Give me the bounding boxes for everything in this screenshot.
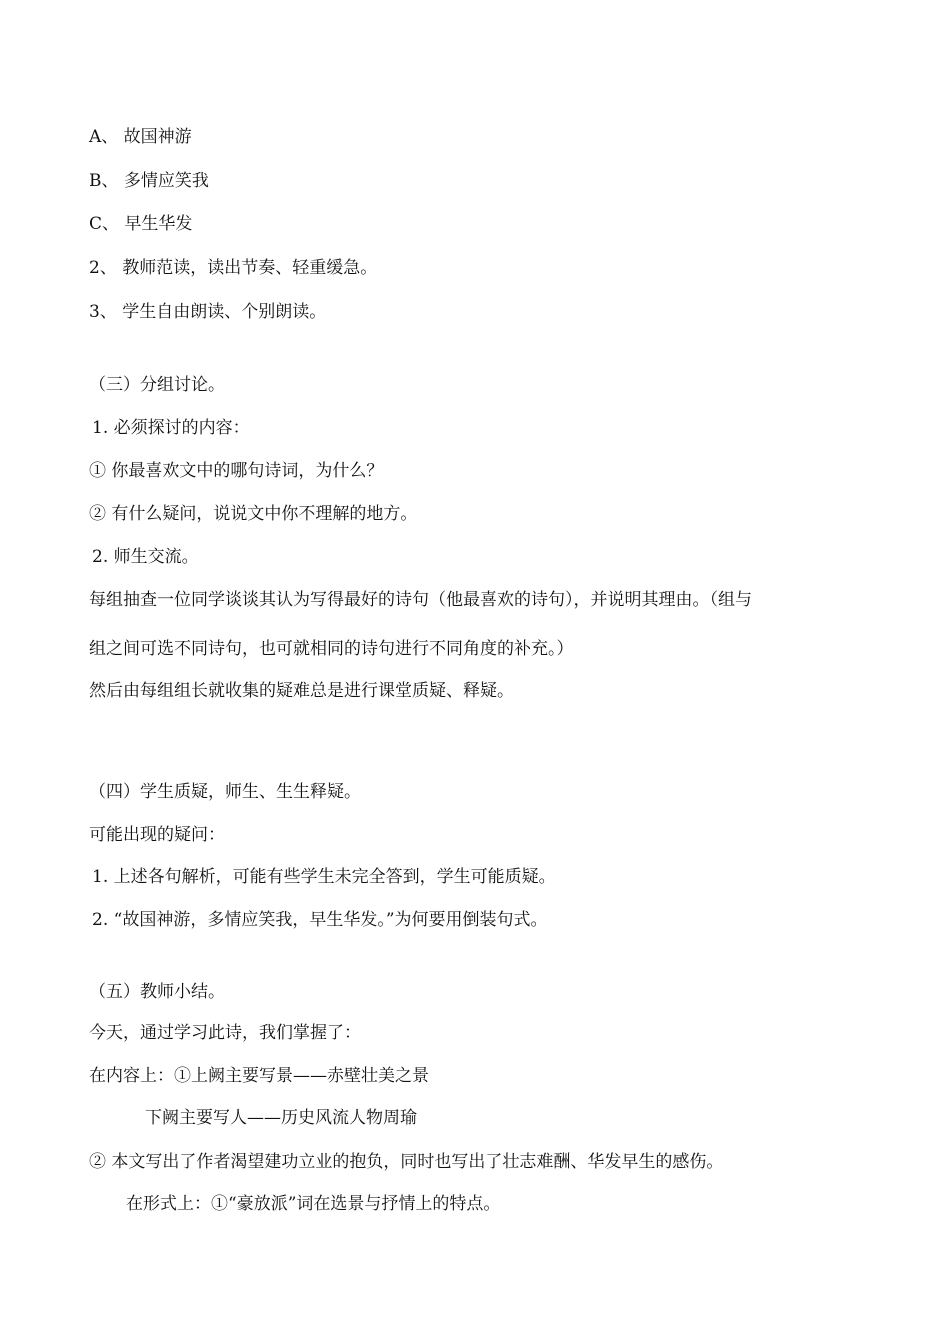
form-point-1: 在形式上：①“豪放派”词在选景与抒情上的特点。 [126, 1194, 501, 1214]
option-b: B、 多情应笑我 [89, 171, 209, 191]
item-1: 1. 必须探讨的内容： [92, 418, 250, 438]
step-2: 2、 教师范读，读出节奏、轻重缓急。 [89, 258, 378, 278]
sub-item-2: ② 有什么疑问，说说文中你不理解的地方。 [89, 504, 418, 524]
questions-intro: 可能出现的疑问： [89, 825, 225, 845]
option-a: A、 故国神游 [89, 127, 192, 147]
question-1: 1. 上述各句解析，可能有些学生未完全答到，学生可能质疑。 [92, 867, 556, 887]
content-point-1: 在内容上：①上阙主要写景——赤壁壮美之景 [89, 1066, 429, 1086]
option-c: C、 早生华发 [89, 214, 193, 234]
item-2: 2. 师生交流。 [92, 547, 199, 567]
section-heading-5: （五）教师小结。 [89, 982, 225, 1002]
content-point-2: ② 本文写出了作者渴望建功立业的抱负，同时也写出了壮志难酬、华发早生的感伤。 [89, 1152, 724, 1172]
summary-intro: 今天，通过学习此诗，我们掌握了： [89, 1023, 361, 1043]
sub-item-1: ① 你最喜欢文中的哪句诗词，为什么？ [89, 461, 384, 481]
paragraph-line-1: 每组抽查一位同学谈谈其认为写得最好的诗句（他最喜欢的诗句），并说明其理由。（组与 [89, 590, 752, 610]
section-heading-4: （四）学生质疑，师生、生生释疑。 [89, 782, 361, 802]
section-heading-3: （三）分组讨论。 [89, 375, 225, 395]
step-3: 3、 学生自由朗读、个别朗读。 [89, 302, 327, 322]
paragraph-line-2: 组之间可选不同诗句，也可就相同的诗句进行不同角度的补充。） [89, 639, 574, 659]
question-2: 2. “故国神游，多情应笑我，早生华发。”为何要用倒装句式。 [92, 910, 548, 930]
paragraph-line-3: 然后由每组组长就收集的疑难总是进行课堂质疑、释疑。 [89, 681, 514, 701]
content-point-1b: 下阙主要写人——历史风流人物周瑜 [145, 1108, 417, 1128]
